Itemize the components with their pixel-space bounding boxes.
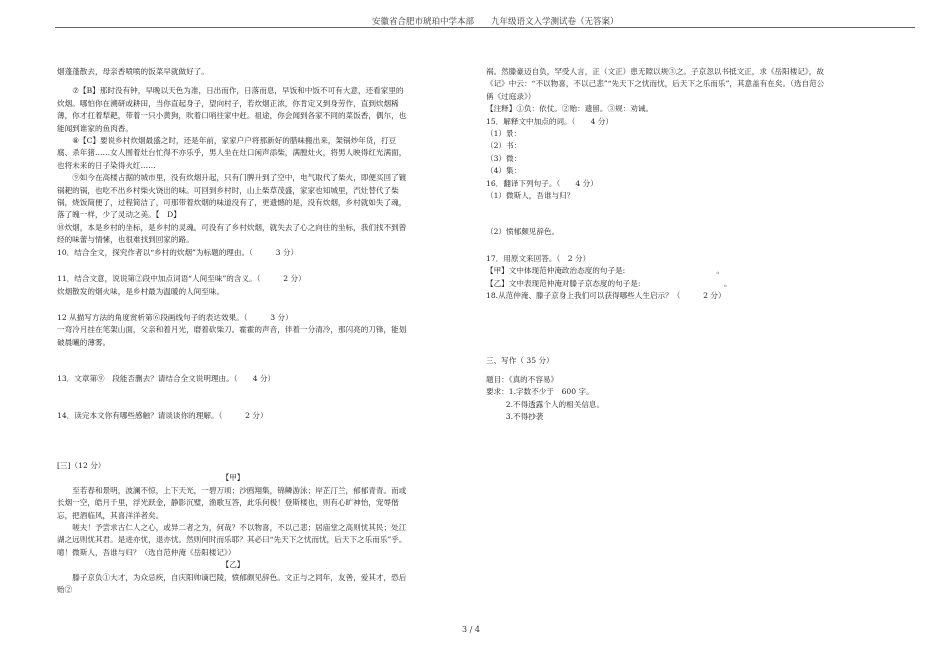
answer-11: 炊烟散发的烟火味，是乡村最为温暖的人间至味。 — [57, 286, 225, 296]
question-15-item: （4）集： — [486, 166, 522, 176]
header-rule — [55, 27, 915, 28]
writing-topic: 题目：《真的不容易》 — [486, 374, 559, 384]
text-b-label: 【乙】 — [221, 560, 245, 570]
question-10: 10．结合全文，探究作者以“乡村的炊烟”为标题的理由。（ 3 分） — [57, 247, 299, 257]
page-number: 3 / 4 — [462, 625, 480, 634]
section-3-heading: [三]（12 分） — [57, 460, 106, 470]
question-15-item: （3）微： — [486, 153, 522, 163]
question-17-item: 【乙】文中表现范仲淹对滕子京态度的句子是: 。 — [486, 278, 732, 288]
writing-requirement: 要求：1.字数不少于 600 字。 — [486, 387, 594, 397]
page-header: 安徽省合肥市琥珀中学本部 九年级语文入学测试卷（无答案） — [372, 17, 619, 27]
annotation: 【注释】①负：依仗。②贻：遗留。③规：劝诫。 — [486, 104, 654, 114]
question-16-item: （1）微斯人，吾谁与归？ — [486, 191, 575, 201]
paragraph: ⑩炊烟，本是乡村的坐标，是乡村的灵魂。可没有了乡村炊烟，就失去了心之向往的坐标，我们找不到曾经的味蕾与情愫，也很难找到回家的路。 — [57, 222, 407, 245]
text-a-para-1: 至若春和景明，波澜不惊，上下天光，一碧万顷；沙鸥翔集，锦鳞游泳；岸芷汀兰，郁郁青青。而或长烟一空，皓月千里，浮光跃金，静影沉璧，渔歌互答，此乐何极！登斯楼也，则有心旷神怡，宠辱偕忘，把酒临风，其喜洋洋者矣。 — [57, 485, 407, 520]
text-b-continued: 祸。然滕豪迈自负，罕受人言，正（文正）患无隙以规③之。子京忽以书抵文正，求《岳阳楼记》，故《记》中云：“不以物喜，不以己悲”“先天下之忧而忧，后天下之乐而乐”，其意盖有在矣。（选自范公偁《过庭录》） — [486, 67, 825, 101]
question-15-item: （2）书： — [486, 141, 522, 151]
writing-heading: 三、写作（ 35 分） — [486, 355, 554, 365]
text-b-para-1: 滕子京负①大才，为众忌疾，自庆阳帅谪巴陵，愤郁颇见辞色。文正与之同年，友善，爱其才，恐后贻② — [57, 572, 407, 594]
question-13: 13．文章第⑨ 段能否删去？请结合全文说明理由。（ 4 分） — [57, 374, 276, 384]
question-18: 18.从范仲淹、滕子京身上我们可以获得哪些人生启示？（ 2 分） — [486, 291, 726, 301]
question-14: 14．读完本文你有哪些感触？请谈谈你的理解。（ 2 分） — [57, 410, 268, 420]
writing-requirement: 3.不得抄袭 — [505, 412, 544, 422]
question-12: 12 从描写方法的角度赏析第⑥段画线句子的表达效果。（ 3 分） — [57, 312, 293, 322]
question-16-item: （2）愤郁颇见辞色。 — [486, 227, 560, 237]
text-a-para-2: 嗟夫！予尝求古仁人之心，或异二者之为，何哉？不以物喜，不以己悲；居庙堂之高则忧其民；处江湖之远则忧其君。是进亦忧，退亦忧。然则何时而乐耶？其必曰“先天下之忧而忧，后天下之乐而乐”乎。噫！微斯人，吾谁与归？（选自范仲淹《岳阳楼记》） — [57, 522, 407, 557]
paragraph: 烟蓬蓬散去，母亲香喷喷的饭菜早就做好了。 — [57, 67, 209, 76]
text-a-label: 【甲】 — [221, 473, 245, 483]
question-11: 11．结合文意，说说第②段中加点词语“人间至味”的含义。（ 2 分） — [57, 274, 306, 284]
question-15-item: （1）景： — [486, 129, 522, 139]
paragraph: ⑦【B】那时没有钟，早晚以天色为准，日出而作，日落而息，早饭和中饭不可有大意，还看家里的炊烟。哪怕你在溯研或耕田，当你直起身子，望向村子，若炊烟正浓，你肯定又到身劳作，直到炊烟稀薄，你才扛着犁耙，带着一只小黄狗，吹着口哨往家中赶。祖途，你会闻到各家不同的菜饭香，偶尔，也能闻到谁家的鱼肉香。 — [57, 86, 407, 133]
paragraph: ⑧【C】要说乡村炊烟最盛之时，还是年前，家家户户将那新好的腊味搬出来，架锅炒年货，打豆腐、杀年猪……女人围着灶台忙得不亦乐乎，男人坐在灶口闲声添柴，满膛灶火，将男人映得红光满面，也将未来的日子染得火红…… — [57, 136, 407, 170]
question-17-item: 【甲】文中体现范仲淹政治态度的句子是: 。 — [486, 266, 724, 276]
right-column — [486, 66, 826, 424]
question-17: 17．用原文来回答。（ 2 分） — [486, 253, 591, 263]
paragraph: ⑨如今在高楼占据的城市里，没有炊烟升起，只有门脾升到了空中，电气取代了柴火，即便买回了镀锅耙的锅，也吃不出乡村柴火饶出的味。可回到乡村时，山上柴草茂盛，家家也知城里，汽灶替代了柴锅，烧饭简便了，过程简洁了，可那带着炊烟的味道没有了，更遗憾的是，没有炊烟，乡村就如失了魂，落了魄一样，少了灵动之美。【 D】 — [57, 173, 407, 220]
quoted-sentence: 一弯冷月挂在笔架山面，父亲和着月光，磨着砍柴刀。霍霍的声音，伴着一分清冷，那闪亮的刀锋，能划破晨曦的薄雾。 — [57, 325, 407, 347]
left-column — [57, 66, 409, 596]
writing-requirement: 2.不得透露个人的相关信息。 — [505, 399, 605, 409]
question-16: 16．翻译下列句子。（ 4 分） — [486, 178, 598, 188]
question-15: 15．解释文中加点的词。（ 4 分） — [486, 116, 614, 126]
